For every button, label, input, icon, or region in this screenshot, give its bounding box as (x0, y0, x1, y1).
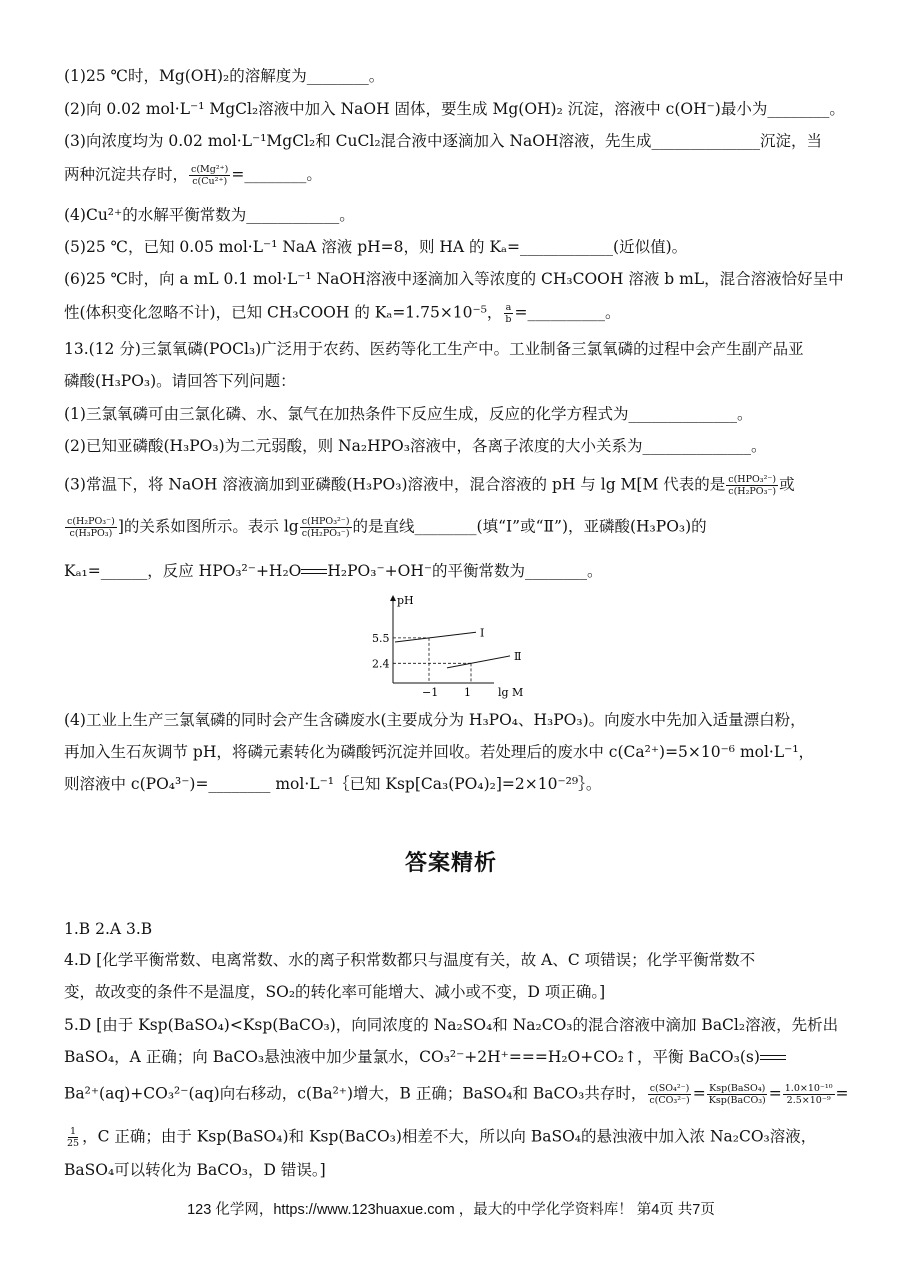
fraction-numerator: Ksp(BaSO₄) (709, 1083, 766, 1094)
answers-title: 答案精析 (404, 850, 497, 876)
fraction-denominator: c(Cu²⁺) (192, 176, 228, 187)
q13-part3-line3 (64, 561, 603, 581)
answer-5-line1: 5.D [由于 Ksp(BaSO₄)<Ksp(BaCO₃)，向同浓度的 Na₂SO₄和 Na₂CO₃的混合溶液中滴加 BaCl₂溶液，先析出 (64, 1016, 839, 1034)
x-axis-label: lg M (498, 686, 524, 699)
q12-part6-line2 (64, 302, 621, 325)
q13-intro-line2: 磷酸(H₃PO₃)。请回答下列问题： (64, 372, 296, 390)
q13-intro-line1: 13.(12 分)三氯氧磷(POCl₃)广泛用于农药、医药等化工生产中。工业制备三氯氧磷的过程中会产生副产品亚 (64, 340, 804, 358)
q13-part2: (2)已知亚磷酸(H₃PO₃)为二元弱酸，则 Na₂HPO₃溶液中，各离子浓度的大小关系为______________。 (64, 437, 767, 455)
answer-5-line3 (64, 1083, 849, 1106)
q12-part6-text: 性(体积变化忽略不计)，已知 CH₃COOH 的 Kₐ=1.75×10⁻⁵， (64, 303, 503, 322)
equilibrium-arrow (301, 568, 327, 576)
q12-part1: (1)25 ℃时，Mg(OH)₂的溶解度为________。 (64, 67, 385, 85)
chart-marks (393, 626, 521, 683)
q13-part4-line1: (4)工业上生产三氯氧磷的同时会产生含磷废水(主要成分为 H₃PO₄、H₃PO₃)。向废水中先加入适量漂白粉， (64, 711, 806, 729)
fraction-denominator: Ksp(BaCO₃) (708, 1095, 766, 1106)
fraction-denominator: c(H₂PO₃⁻) (728, 486, 777, 497)
y-axis-label: pH (397, 594, 414, 607)
q12-part3-text: 两种沉淀共存时， (64, 165, 189, 184)
q13-part4-line2: 再加入生石灰调节 pH，将磷元素转化为磷酸钙沉淀并回收。若处理后的废水中 c(Ca²⁺)=5×10⁻⁶ mol·L⁻¹， (64, 743, 815, 761)
q13-part4-line3: 则溶液中 c(PO₄³⁻)=________ mol·L⁻¹｛已知 Ksp[Ca₃(PO₄)₂]=2×10⁻²⁹｝。 (64, 775, 602, 793)
q13-part3-line1 (64, 474, 795, 497)
y-axis-arrow (390, 595, 396, 601)
series-label: Ⅱ (514, 649, 522, 663)
fraction-denominator: c(H₃PO₃) (69, 528, 113, 539)
answer-4-line1: 4.D [化学平衡常数、电离常数、水的离子积常数都只与温度有关，故 A、C 项错误；化学平衡常数不 (64, 951, 756, 969)
ph-lgm-chart (362, 592, 532, 702)
answer-5-text: ，C 正确；由于 Ksp(BaSO₄)和 Ksp(BaCO₃)相差不大，所以向 BaSO₄的悬浊液中加入浓 Na₂CO₃溶液， (82, 1127, 817, 1146)
fraction-denominator: c(CO₃²⁻) (649, 1095, 690, 1106)
fraction-denominator: 2.5×10⁻⁹ (786, 1095, 831, 1106)
q13-part1: (1)三氯氧磷可由三氯化磷、水、氯气在加热条件下反应生成，反应的化学方程式为______________。 (64, 405, 753, 423)
fraction-numerator: 1 (70, 1126, 77, 1137)
fraction-numerator: c(HPO₃²⁻) (301, 516, 350, 527)
x-tick-label: −1 (422, 686, 439, 699)
fraction-m1-repeat (300, 516, 352, 539)
q12-part6-line1: (6)25 ℃时，向 a mL 0.1 mol·L⁻¹ NaOH溶液中逐滴加入等浓度的 CH₃COOH 溶液 b mL，混合溶液恰好呈中 (64, 270, 844, 288)
fraction-ksp (707, 1083, 768, 1106)
series-label: Ⅰ (480, 626, 485, 640)
q12-part3-line2 (64, 164, 322, 187)
q13-part3-equilibrium-text: H₂PO₃⁻+OH⁻的平衡常数为________。 (327, 562, 603, 580)
q12-part2: (2)向 0.02 mol·L⁻¹ MgCl₂溶液中加入 NaOH 固体，要生成 Mg(OH)₂ 沉淀，溶液中 c(OH⁻)最小为________。 (64, 100, 845, 118)
fraction-numerator: 1.0×10⁻¹⁰ (784, 1083, 833, 1094)
q12-part6-blank-text: =__________。 (514, 303, 621, 322)
equilibrium-arrow (760, 1054, 786, 1062)
q13-part3-text: (3)常温下，将 NaOH 溶液滴加到亚磷酸(H₃PO₃)溶液中，混合溶液的 pH 与 lg M[M 代表的是 (64, 475, 726, 494)
answer-5-text: BaSO₄，A 正确；向 BaCO₃悬浊液中加少量氯水，CO₃²⁻+2H⁺===H₂O+CO₂↑，平衡 BaCO₃(s) (64, 1048, 760, 1066)
q13-part3-ka-text: Kₐ₁=______，反应 HPO₃²⁻+H₂O (64, 562, 302, 580)
answer-4-line2: 变，故改变的条件不是温度，SO₂的转化率可能增大、减小或不变，D 项正确。] (64, 983, 606, 1001)
chart-axes (372, 594, 523, 699)
x-tick-label: 1 (464, 686, 471, 699)
page-footer: 123 化学网，https://www.123huaxue.com ，最大的中学化学资料库！ 第4页 共7页 (187, 1202, 715, 1218)
fraction-denominator: c(H₂PO₃⁻) (301, 528, 350, 539)
fraction-denominator: 25 (67, 1138, 80, 1149)
fraction-numerator: c(SO₄²⁻) (649, 1083, 690, 1094)
q12-part3-blank-text: =________。 (231, 165, 322, 184)
fraction-m1 (726, 474, 778, 497)
answers-1-3: 1.B 2.A 3.B (64, 920, 153, 938)
equals-sign: = (835, 1084, 849, 1103)
fraction-values (783, 1083, 835, 1106)
answer-5-line2 (64, 1047, 786, 1067)
fraction-numerator: c(H₂PO₃⁻) (67, 516, 115, 527)
series-line (447, 656, 510, 668)
q13-part3-or: 或 (779, 475, 795, 494)
equals-sign: = (768, 1084, 782, 1103)
fraction-numerator: a (505, 302, 512, 313)
fraction-so4-co3 (647, 1083, 691, 1106)
fraction-one-25 (65, 1126, 81, 1149)
series-line (395, 632, 476, 642)
y-tick-label: 5.5 (372, 631, 390, 645)
equals-sign: = (692, 1084, 706, 1103)
fraction-numerator: c(Mg²⁺) (191, 164, 229, 175)
fraction-m2 (65, 516, 117, 539)
q13-part3-line2 (64, 516, 707, 539)
y-tick-label: 2.4 (372, 657, 390, 671)
answer-5-line5: BaSO₄可以转化为 BaCO₃，D 错误。] (64, 1161, 326, 1179)
q12-part5: (5)25 ℃，已知 0.05 mol·L⁻¹ NaA 溶液 pH=8，则 HA 的 Kₐ=____________(近似值)。 (64, 238, 688, 256)
answer-5-text: Ba²⁺(aq)+CO₃²⁻(aq)向右移动，c(Ba²⁺)增大，B 正确；BaSO₄和 BaCO₃共存时， (64, 1084, 647, 1103)
fraction-mg-cu (189, 164, 230, 187)
answer-5-line4 (64, 1126, 816, 1149)
fraction-denominator: b (505, 314, 512, 325)
fraction-numerator: c(HPO₃²⁻) (728, 474, 777, 485)
q13-part3-text-mid: ]的关系如图所示。表示 lg (117, 517, 299, 536)
q13-part3-text-post: 的是直线________(填“Ⅰ”或“Ⅱ”)，亚磷酸(H₃PO₃)的 (352, 517, 707, 536)
q12-part3-line1: (3)向浓度均为 0.02 mol·L⁻¹MgCl₂和 CuCl₂混合液中逐滴加入 NaOH溶液，先生成______________沉淀，当 (64, 132, 823, 150)
q12-part4: (4)Cu²⁺的水解平衡常数为____________。 (64, 206, 355, 224)
fraction-a-b (503, 302, 513, 325)
